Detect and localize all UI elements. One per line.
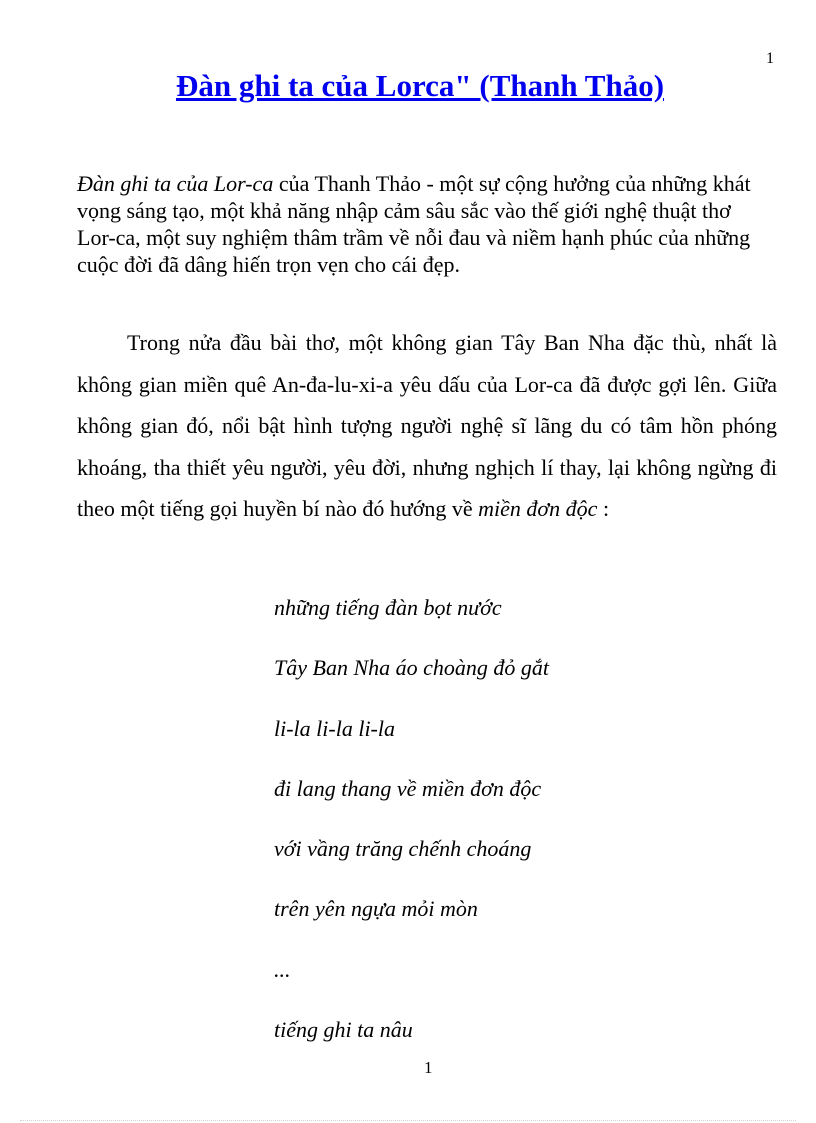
poem-line: với vầng trăng chếnh choáng <box>274 836 532 862</box>
footer-page-number: 1 <box>424 1058 433 1077</box>
body-paragraph <box>77 322 777 530</box>
body-italic-phrase: miền đơn độc <box>478 496 598 521</box>
intro-italic-lead: Đàn ghi ta của Lor-ca <box>77 171 274 196</box>
page-title-link[interactable]: Đàn ghi ta của Lorca" (Thanh Thảo) <box>175 68 665 103</box>
header-page-number: 1 <box>766 50 774 67</box>
poem-line: tiếng ghi ta nâu <box>274 1017 413 1043</box>
page-edge-divider <box>20 1120 796 1121</box>
poem-line: ... <box>274 956 291 982</box>
poem-excerpt <box>274 588 549 1070</box>
body-tail: : <box>597 496 610 521</box>
body-text: Trong nửa đầu bài thơ, một không gian Tây Ban Nha đặc thù, nhất là không gian miền quê An-đa-lu-xi-a yêu dấu của Lor-ca đã được gợi lên. Giữa không gian đó, nổi bật hình tượng người nghệ sĩ lãng du có tâm hồn phóng khoáng, tha thiết yêu người, yêu đời, nhưng nghịch lí thay, lại không ngừng đi theo một tiếng gọi huyền bí nào đó hướng về <box>77 330 777 521</box>
poem-line: li-la li-la li-la <box>274 715 395 741</box>
poem-line: đi lang thang về miền đơn độc <box>274 775 542 801</box>
poem-line: trên yên ngựa mỏi mòn <box>274 896 478 922</box>
intro-text: của Thanh Thảo - một sự cộng hưởng của những khát vọng sáng tạo, một khả năng nhập cảm sâu sắc vào thế giới nghệ thuật thơ Lor-ca, một suy nghiệm thâm trầm về nỗi đau và niềm hạnh phúc của những cuộc đời đã dâng hiến trọn vẹn cho cái đẹp. <box>77 171 751 277</box>
poem-line: những tiếng đàn bọt nước <box>274 595 502 620</box>
intro-paragraph <box>77 170 757 278</box>
poem-line: Tây Ban Nha áo choàng đỏ gắt <box>274 655 549 681</box>
